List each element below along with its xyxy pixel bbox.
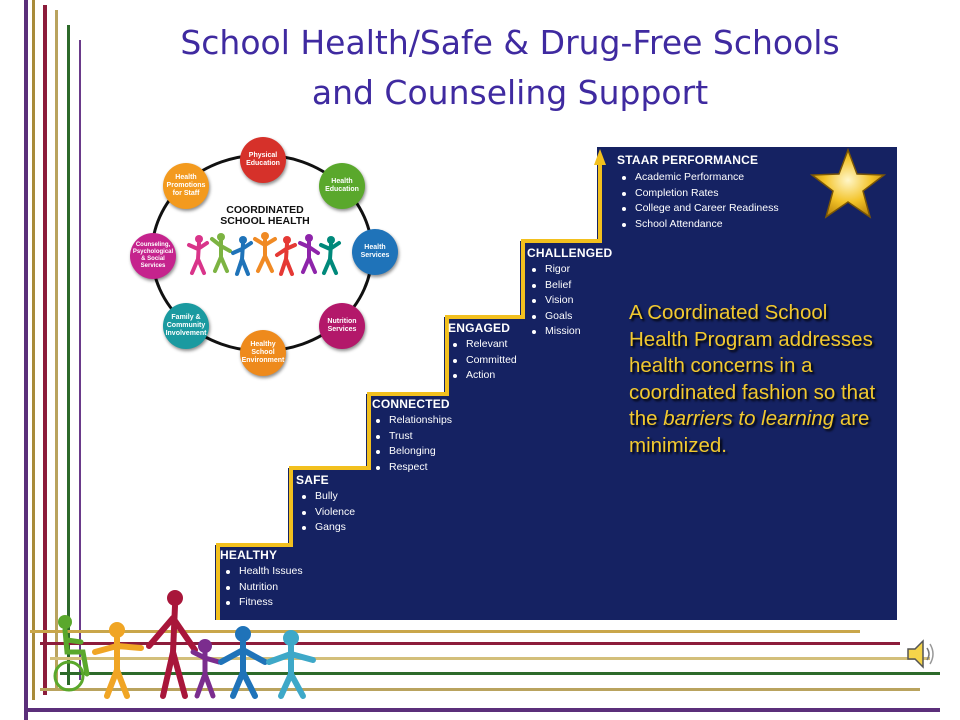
frame-stripe	[32, 0, 35, 700]
list-item: Goals	[529, 309, 581, 325]
component-counseling-services: Counseling, Psychological & Social Services	[130, 233, 176, 279]
step-list-engaged	[450, 337, 517, 384]
step-label-connected: CONNECTED	[372, 397, 450, 411]
list-item: Fitness	[223, 595, 303, 611]
step-label-challenged: CHALLENGED	[527, 246, 613, 260]
children-illustration	[185, 231, 345, 281]
list-item: College and Career Readiness	[619, 201, 779, 217]
component-health-services: Health Services	[352, 229, 398, 275]
step-list-connected	[373, 413, 452, 475]
frame-stripe	[55, 10, 58, 690]
callout-text	[629, 300, 891, 459]
list-item: Committed	[450, 353, 517, 369]
wheel-title-line-2: SCHOOL HEALTH	[220, 215, 310, 227]
component-physical-education: Physical Education	[240, 137, 286, 183]
list-item: Rigor	[529, 262, 581, 278]
step-label-safe: SAFE	[296, 473, 329, 487]
title-line-1: School Health/Safe & Drug-Free Schools	[180, 23, 840, 62]
callout-part-2: are minimized.	[629, 407, 870, 457]
list-item: Gangs	[299, 520, 355, 536]
callout-emphasis: barriers to learning	[663, 407, 835, 430]
list-item: Belief	[529, 278, 581, 294]
list-item: Completion Rates	[619, 186, 779, 202]
frame-stripe	[25, 708, 940, 712]
wheel-title	[205, 205, 325, 227]
frame-stripe	[67, 25, 70, 685]
frame-stripe	[79, 40, 81, 680]
wheel-title-line-1: COORDINATED	[226, 204, 304, 216]
list-item: Relationships	[373, 413, 452, 429]
list-item: Vision	[529, 293, 581, 309]
component-health-promotions-for-staff: Health Promotions for Staff	[163, 163, 209, 209]
list-item: School Attendance	[619, 217, 779, 233]
component-family-community-involvement: Family & Community Involvement	[163, 303, 209, 349]
list-item: Mission	[529, 324, 581, 340]
callout-part-1: A Coordinated School Health Program addresses health concerns in a coordinated fashion so that the	[629, 301, 876, 430]
component-health-education: Health Education	[319, 163, 365, 209]
frame-stripe	[24, 0, 28, 720]
list-item: Health Issues	[223, 564, 303, 580]
step-list-challenged	[529, 262, 581, 340]
speaker-icon[interactable]	[905, 637, 935, 671]
list-item: Belonging	[373, 444, 452, 460]
component-nutrition-services: Nutrition Services	[319, 303, 365, 349]
list-item: Nutrition	[223, 580, 303, 596]
star-icon	[808, 148, 888, 220]
step-label-engaged: ENGAGED	[448, 321, 511, 335]
list-item: Relevant	[450, 337, 517, 353]
step-list-staar-performance	[619, 170, 779, 232]
component-healthy-school-environment: Healthy School Environment	[240, 330, 286, 376]
coordinated-school-health-wheel	[125, 133, 400, 378]
step-list-safe	[299, 489, 355, 536]
step-label-healthy: HEALTHY	[220, 548, 278, 562]
list-item: Respect	[373, 460, 452, 476]
list-item: Bully	[299, 489, 355, 505]
list-item: Academic Performance	[619, 170, 779, 186]
list-item: Violence	[299, 505, 355, 521]
list-item: Action	[450, 368, 517, 384]
title-line-2: and Counseling Support	[311, 73, 709, 112]
list-item: Trust	[373, 429, 452, 445]
step-label-staar-performance: STAAR PERFORMANCE	[617, 153, 759, 167]
slide-title	[90, 18, 930, 118]
people-silhouettes-icon	[45, 590, 330, 702]
